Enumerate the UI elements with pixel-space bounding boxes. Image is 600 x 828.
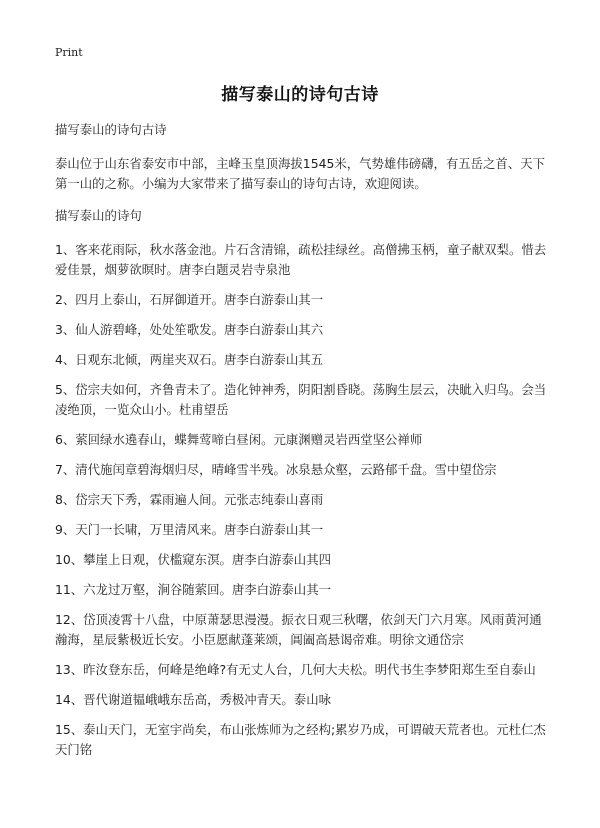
section-heading: 描写泰山的诗句 — [55, 208, 142, 223]
poem-item: 7、清代施闰章碧海烟归尽，晴峰雪半残。冰泉悬众壑，云路郁千盘。雪中望岱宗 — [55, 462, 497, 477]
page-title: 描写泰山的诗句古诗 — [221, 85, 379, 105]
intro-paragraph: 泰山位于山东省泰安市中部，主峰玉皇顶海拔1545米，气势雄伟磅礴，有五岳之首、天下第一山的之称。小编为大家带来了描写泰山的诗句古诗，欢迎阅读。 — [55, 156, 545, 191]
poem-item: 10、攀崖上日观，伏槛窥东溟。唐李白游泰山其四 — [55, 552, 331, 567]
poem-item: 6、萦回绿水遶春山，蝶舞莺啼白昼闲。元康渊赠灵岩西堂坚公禅师 — [55, 432, 423, 447]
poem-item: 15、泰山天门，无室宇尚矣，布山张炼师为之经构;累岁乃成，可谓破天荒者也。元杜仁杰天门铭 — [55, 722, 546, 757]
poem-item: 3、仙人游碧峰，处处笙歌发。唐李白游泰山其六 — [55, 322, 324, 337]
poem-item: 11、六龙过万壑，涧谷随萦回。唐李白游泰山其一 — [55, 582, 331, 597]
print-link[interactable]: Print — [55, 46, 83, 59]
poem-item: 13、昨汝登东岳，何峰是绝峰?有无丈人台，几何大夫松。明代书生李梦阳郑生至自泰山 — [55, 662, 536, 677]
article-body — [55, 120, 550, 770]
poem-item: 8、岱宗天下秀，霖雨遍人间。元张志纯泰山喜雨 — [55, 492, 324, 507]
poem-item: 12、岱顶凌霄十八盘，中原萧瑟思漫漫。振衣日观三秋曙，依剑天门六月寒。风雨黄河通瀚海，星辰紫极近长安。小臣愿献蓬莱颂，阊阖高悬谒帝难。明徐文通岱宗 — [55, 612, 542, 647]
poem-item: 1、客来花雨际，秋水落金池。片石含清锦，疏松挂绿丝。高僧拂玉柄，童子献双梨。惜去爱佳景，烟萝欲暝时。唐李白题灵岩寺泉池 — [55, 242, 547, 277]
poem-item: 4、日观东北倾，两崖夹双石。唐李白游泰山其五 — [55, 352, 324, 367]
article-subtitle: 描写泰山的诗句古诗 — [55, 122, 167, 137]
poem-item: 14、晋代谢道韫峨峨东岳高，秀极冲青天。泰山咏 — [55, 692, 331, 707]
poem-item: 5、岱宗夫如何，齐鲁青未了。造化钟神秀，阴阳割昏晓。荡胸生层云，决眦入归鸟。会当凌绝顶，一览众山小。杜甫望岳 — [55, 382, 547, 417]
poem-item: 2、四月上泰山，石屏御道开。唐李白游泰山其一 — [55, 292, 324, 307]
poem-item: 9、天门一长啸，万里清风来。唐李白游泰山其一 — [55, 522, 324, 537]
